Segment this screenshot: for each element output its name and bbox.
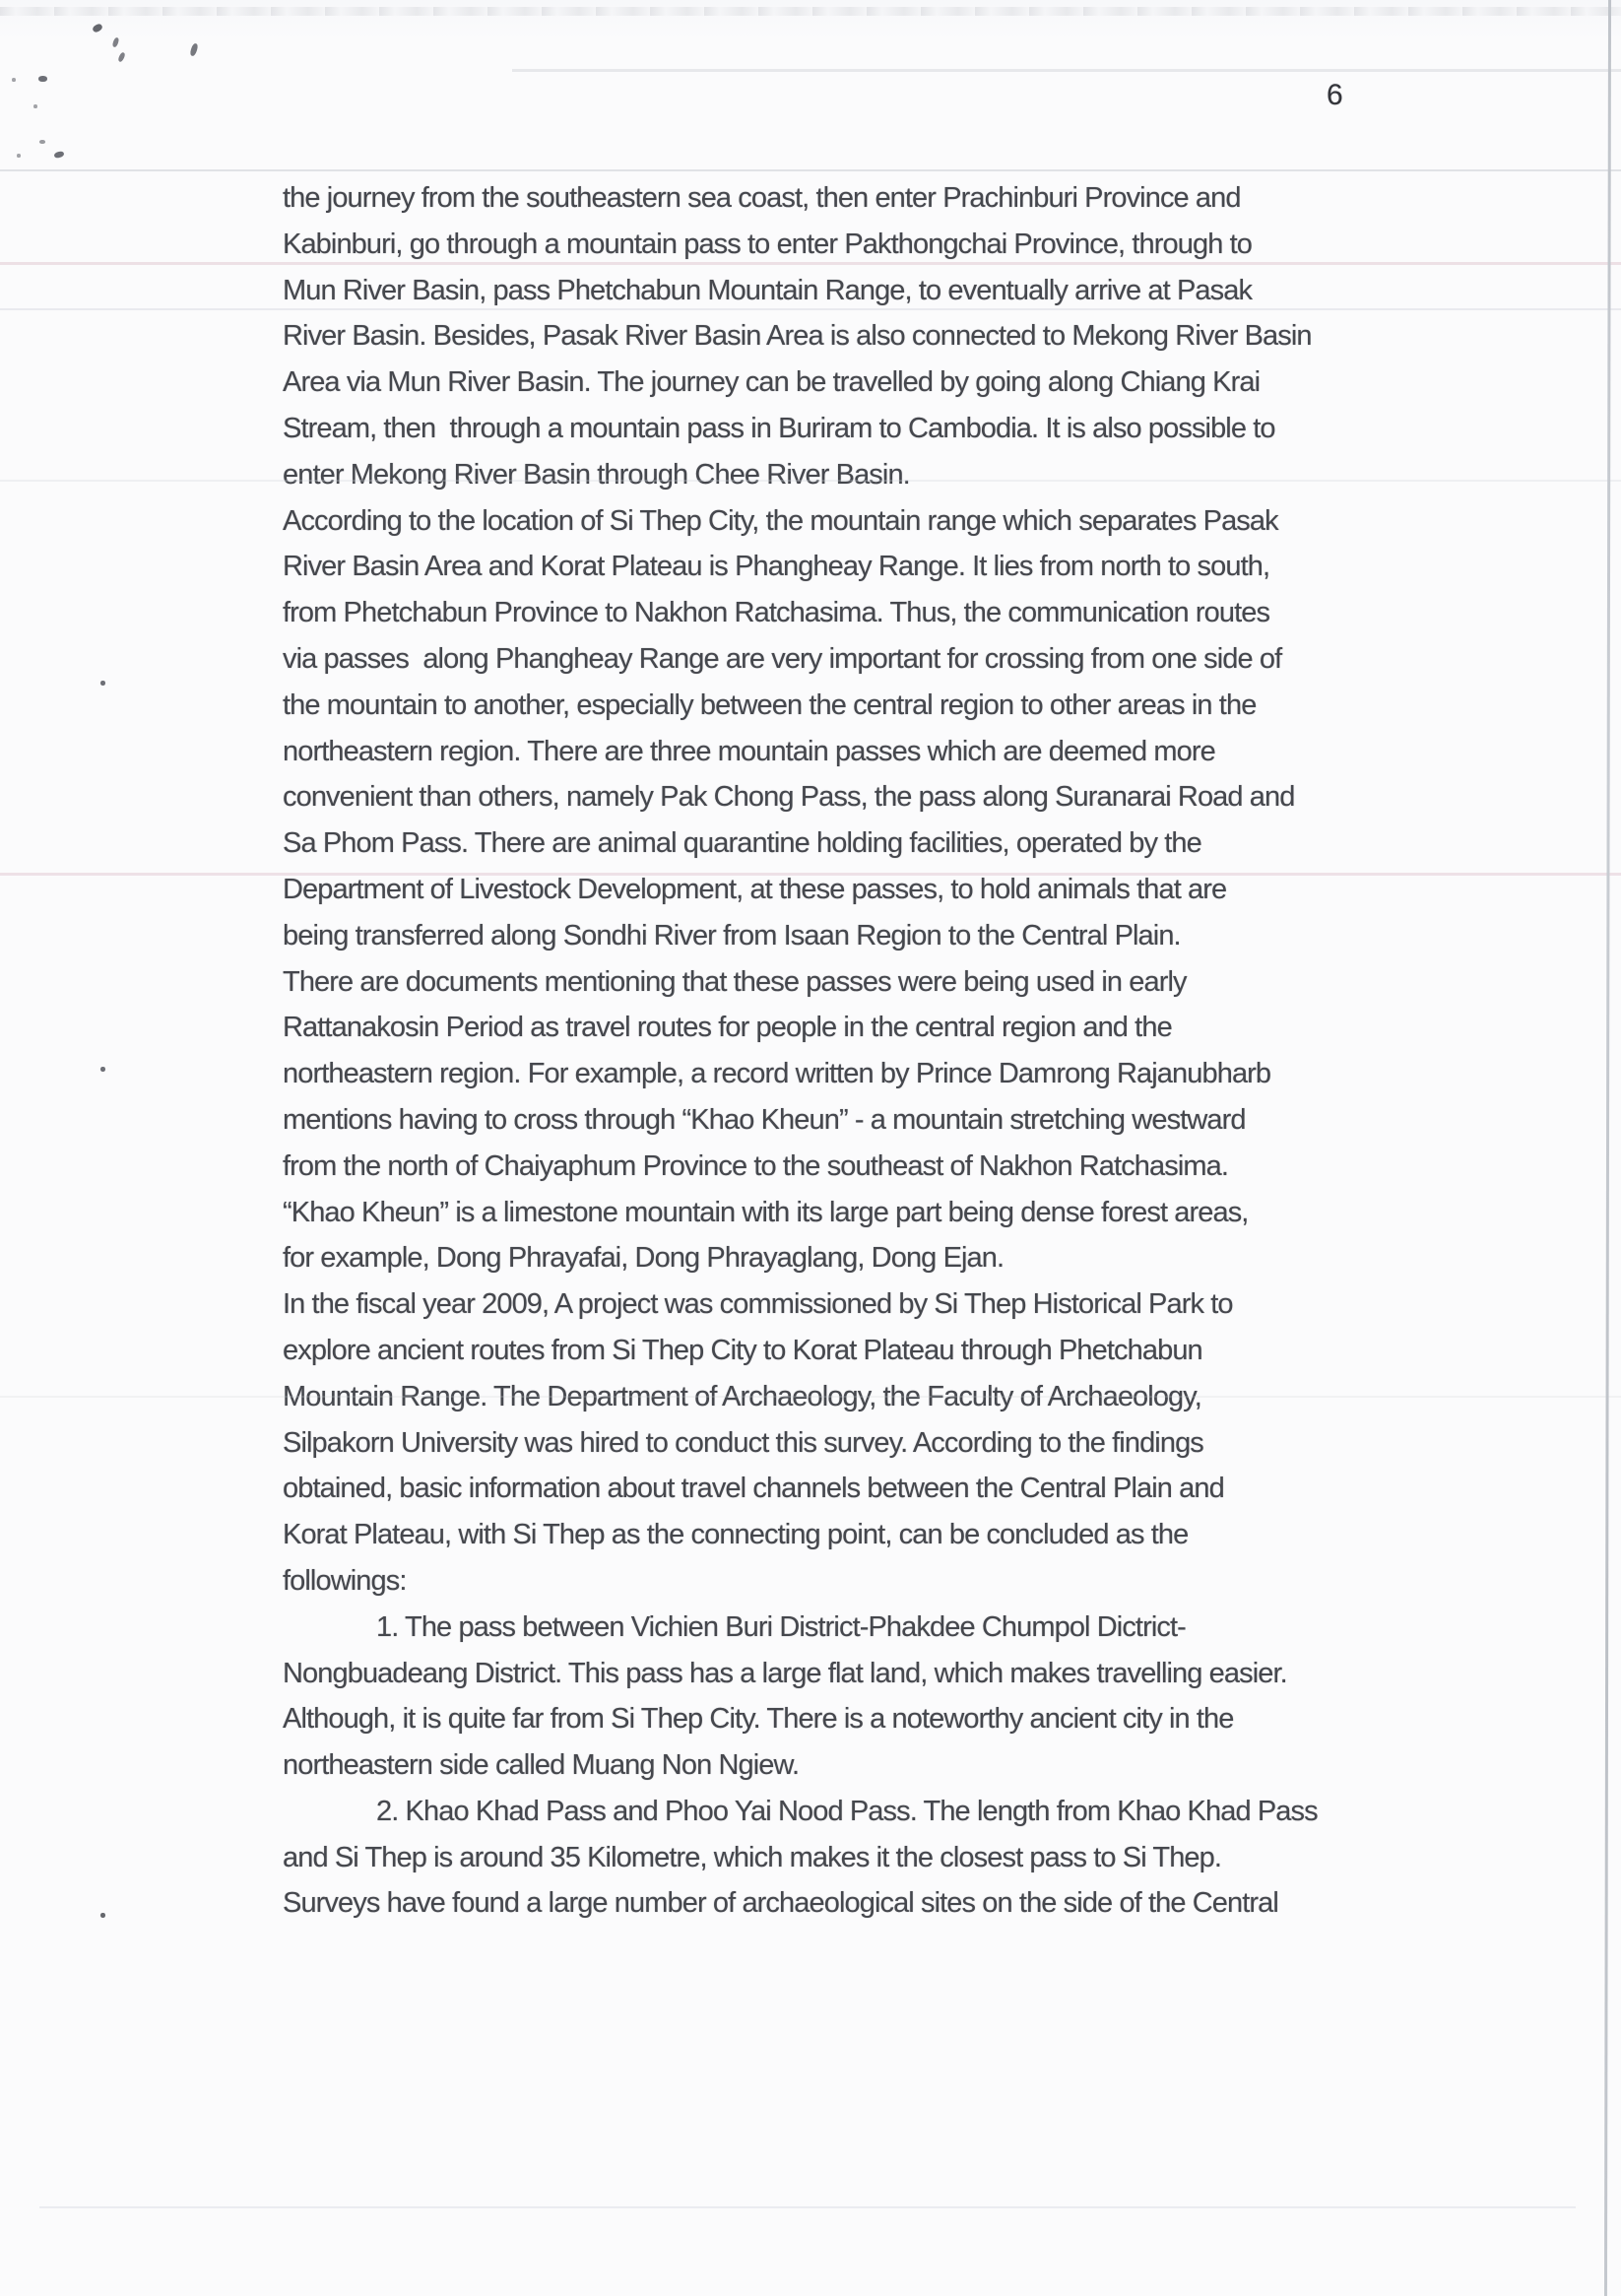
ink-speck	[12, 78, 16, 82]
text-line: from Phetchabun Province to Nakhon Ratchasima. Thus, the communication routes	[283, 597, 1270, 629]
text-line: There are documents mentioning that these passes were being used in early	[283, 965, 1187, 998]
text-line: mentions having to cross through “Khao Kheun” - a mountain stretching westward	[283, 1103, 1246, 1136]
ink-speck	[100, 681, 105, 686]
text-line: Although, it is quite far from Si Thep City. There is a noteworthy ancient city in the	[283, 1703, 1234, 1736]
ink-speck	[100, 1913, 105, 1918]
text-line: being transferred along Sondhi River from Isaan Region to the Central Plain.	[283, 919, 1181, 951]
text-line: enter Mekong River Basin through Chee River Basin.	[283, 458, 910, 491]
ink-speck	[189, 42, 199, 56]
scan-streak	[0, 480, 1621, 482]
scan-streak	[512, 69, 1621, 72]
text-line: and Si Thep is around 35 Kilometre, which makes it the closest pass to Si Thep.	[283, 1841, 1222, 1873]
text-line: explore ancient routes from Si Thep City to Korat Plateau through Phetchabun	[283, 1334, 1202, 1366]
text-line: Rattanakosin Period as travel routes for people in the central region and the	[283, 1012, 1172, 1044]
text-line: Sa Phom Pass. There are animal quarantine holding facilities, operated by the	[283, 827, 1201, 860]
text-line: Korat Plateau, with Si Thep as the connecting point, can be concluded as the	[283, 1519, 1189, 1551]
text-line: Mountain Range. The Department of Archaeology, the Faculty of Archaeology,	[283, 1380, 1201, 1412]
text-line: River Basin Area and Korat Plateau is Phangheay Range. It lies from north to south,	[283, 551, 1270, 583]
ink-speck	[33, 104, 37, 108]
text-line: from the north of Chaiyaphum Province to the southeast of Nakhon Ratchasima.	[283, 1149, 1229, 1182]
text-line: 2. Khao Khad Pass and Phoo Yai Nood Pass. The length from Khao Khad Pass	[376, 1795, 1318, 1827]
scan-streak	[0, 1396, 1621, 1398]
text-line: Department of Livestock Development, at these passes, to hold animals that are	[283, 873, 1227, 905]
text-line: Surveys have found a large number of archaeological sites on the side of the Central	[283, 1887, 1278, 1920]
text-line: for example, Dong Phrayafai, Dong Phrayaglang, Dong Ejan.	[283, 1242, 1005, 1275]
text-line: northeastern region. There are three mountain passes which are deemed more	[283, 735, 1215, 767]
text-line: Kabinburi, go through a mountain pass to enter Pakthongchai Province, through to	[283, 228, 1252, 260]
text-line: northeastern region. For example, a record written by Prince Damrong Rajanubharb	[283, 1058, 1271, 1090]
text-line: northeastern side called Muang Non Ngiew.	[283, 1749, 800, 1782]
text-line: the mountain to another, especially between the central region to other areas in the	[283, 689, 1257, 721]
text-line: obtained, basic information about travel channels between the Central Plain and	[283, 1473, 1224, 1505]
ink-speck	[111, 36, 119, 47]
scan-noise-band	[0, 7, 1621, 16]
ink-speck	[117, 51, 126, 62]
ink-speck	[38, 76, 47, 82]
page-body-text	[283, 175, 1391, 1927]
text-line: Area via Mun River Basin. The journey can be travelled by going along Chiang Krai	[283, 366, 1261, 399]
text-line: Nongbuadeang District. This pass has a large flat land, which makes travelling easier.	[283, 1657, 1287, 1689]
ink-speck	[17, 154, 21, 158]
text-line: Silpakorn University was hired to conduct this survey. According to the findings	[283, 1426, 1203, 1459]
scan-streak	[0, 308, 1621, 310]
scan-streak	[0, 873, 1621, 876]
ink-speck	[92, 23, 103, 33]
text-line: followings:	[283, 1564, 407, 1597]
page-number: 6	[1327, 79, 1343, 111]
ink-speck	[100, 1067, 105, 1072]
text-line: According to the location of Si Thep City, the mountain range which separates Pasak	[283, 504, 1278, 537]
text-line: convenient than others, namely Pak Chong Pass, the pass along Suranarai Road and	[283, 781, 1295, 814]
text-line: 1. The pass between Vichien Buri District-Phakdee Chumpol Dictrict-	[376, 1610, 1186, 1643]
scan-streak	[0, 262, 1621, 265]
text-line: River Basin. Besides, Pasak River Basin Area is also connected to Mekong River Basin	[283, 320, 1312, 353]
text-line: Mun River Basin, pass Phetchabun Mountain Range, to eventually arrive at Pasak	[283, 274, 1253, 306]
text-line: Stream, then through a mountain pass in Buriram to Cambodia. It is also possible to	[283, 412, 1275, 444]
text-line: the journey from the southeastern sea coast, then enter Prachinburi Province and	[283, 182, 1241, 214]
text-line: In the fiscal year 2009, A project was commissioned by Si Thep Historical Park to	[283, 1288, 1233, 1321]
scan-streak	[39, 2206, 1576, 2208]
text-line: via passes along Phangheay Range are very important for crossing from one side of	[283, 642, 1282, 675]
ink-speck	[53, 151, 64, 159]
text-line: “Khao Kheun” is a limestone mountain with its large part being dense forest areas,	[283, 1196, 1249, 1228]
ink-speck	[39, 140, 45, 144]
scan-streak	[0, 169, 1621, 171]
scan-edge-line	[1604, 0, 1611, 2296]
